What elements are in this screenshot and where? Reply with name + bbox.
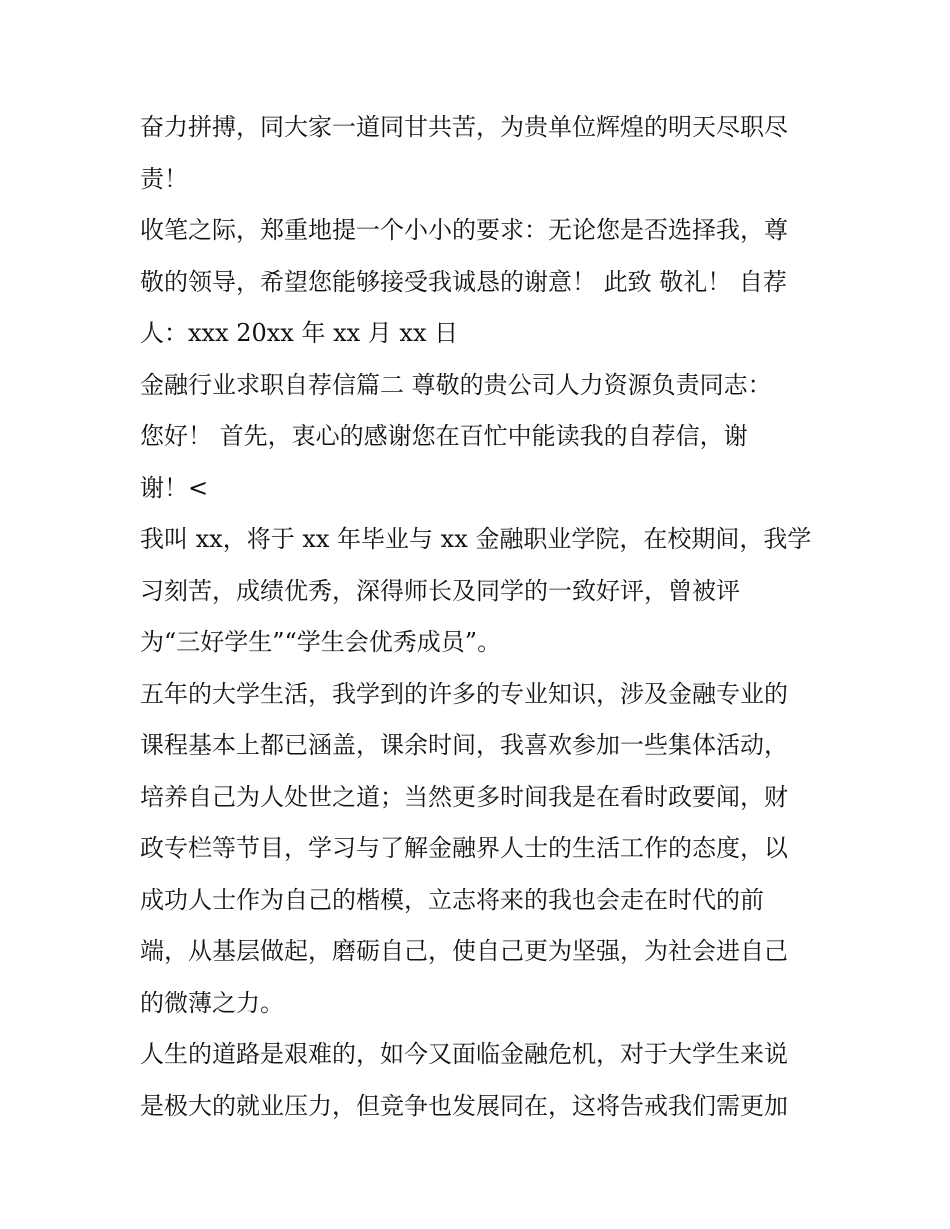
text-line: 我叫 xx，将于 xx 年毕业与 xx 金融职业学院，在校期间，我学	[140, 525, 812, 553]
text-line: 收笔之际，郑重地提一个小小的要求：无论您是否选择我，尊	[140, 216, 788, 244]
text-line: 敬的领导，希望您能够接受我诚恳的谢意！ 此致 敬礼！ 自荐	[140, 267, 787, 296]
document-body	[140, 102, 820, 1132]
text-line: 培养自己为人处世之道；当然更多时间我是在看时政要闻，财	[140, 782, 788, 811]
text-line: 您好！ 首先，衷心的感谢您在百忙中能读我的自荐信，谢	[140, 422, 748, 450]
text-line: 的微薄之力。	[140, 988, 284, 1017]
text-line: 端，从基层做起，磨砺自己，使自己更为坚强，为社会进自己	[140, 937, 788, 965]
text-line: 是极大的就业压力，但竞争也发展同在，这将告戒我们需更加	[140, 1091, 788, 1120]
text-line: 政专栏等节目，学习与了解金融界人士的生活工作的态度，以	[140, 834, 788, 862]
text-line: 人：xxx 20xx 年 xx 月 xx 日	[140, 319, 459, 347]
text-line: 课程基本上都已涵盖，课余时间，我喜欢参加一些集体活动，	[140, 731, 788, 759]
text-line: 习刻苦，成绩优秀，深得师长及同学的一致好评，曾被评	[140, 576, 740, 605]
text-line: 人生的道路是艰难的，如今又面临金融危机，对于大学生来说	[140, 1040, 788, 1068]
text-line: 为“三好学生”“学生会优秀成员”。	[140, 628, 502, 656]
text-line: 奋力拼搏，同大家一道同甘共苦，为贵单位辉煌的明天尽职尽	[140, 113, 788, 141]
text-line: 谢！<	[140, 473, 209, 502]
text-line: 成功人士作为自己的楷模，立志将来的我也会走在时代的前	[140, 885, 764, 914]
text-line: 五年的大学生活，我学到的许多的专业知识，涉及金融专业的	[140, 679, 788, 708]
text-line: 责！	[140, 164, 188, 193]
text-line: 金融行业求职自荐信篇二 尊敬的贵公司人力资源负责同志：	[140, 370, 772, 399]
